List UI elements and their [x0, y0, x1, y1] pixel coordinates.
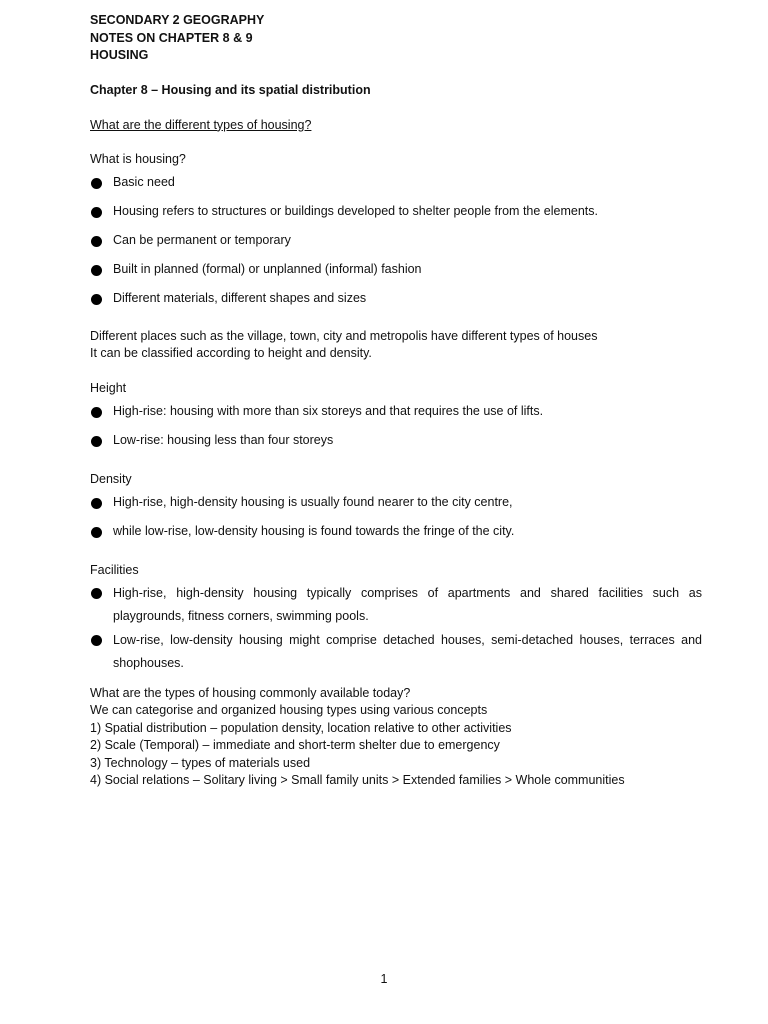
list-item-text: Built in planned (formal) or unplanned (informal) fashion: [113, 261, 422, 276]
bullet-icon: [91, 588, 102, 599]
header-subject: SECONDARY 2 GEOGRAPHY: [90, 13, 265, 27]
what-is-housing-list: [90, 174, 702, 307]
intro-paragraph: [90, 328, 702, 363]
document-page: [90, 12, 702, 790]
list-item: [90, 494, 702, 511]
housing-types-line: 3) Technology – types of materials used: [90, 755, 311, 770]
housing-types-line: 2) Scale (Temporal) – immediate and short-term shelter due to emergency: [90, 738, 500, 752]
housing-types-line: What are the types of housing commonly available today?: [90, 685, 411, 700]
facilities-list: [90, 582, 702, 675]
bullet-icon: [91, 265, 102, 276]
question-heading: What are the different types of housing?: [90, 117, 312, 132]
bullet-icon: [91, 236, 102, 247]
intro-line: It can be classified according to height and density.: [90, 346, 372, 360]
section-label-what-is-housing: What is housing?: [90, 151, 186, 166]
list-item-text: High-rise, high-density housing typically comprises of apartments and shared facilities such as playgrounds, fitness corners, swimming pools.: [113, 585, 702, 623]
height-list: [90, 403, 702, 449]
section-label-density: Density: [90, 471, 132, 486]
list-item: [90, 232, 702, 249]
height-section: [90, 380, 702, 449]
facilities-section: [90, 562, 702, 675]
list-item-text: Low-rise: housing less than four storeys: [113, 432, 334, 447]
list-item: [90, 290, 702, 307]
list-item: [90, 261, 702, 278]
list-item: [90, 432, 702, 449]
density-list: [90, 494, 702, 540]
housing-types-paragraph: [90, 685, 702, 790]
list-item: [90, 523, 702, 540]
bullet-icon: [91, 407, 102, 418]
list-item-text: Can be permanent or temporary: [113, 232, 291, 247]
housing-types-line: We can categorise and organized housing types using various concepts: [90, 703, 488, 717]
housing-types-line: 4) Social relations – Solitary living > Small family units > Extended families > Whole communities: [90, 773, 625, 787]
section-label-facilities: Facilities: [90, 562, 139, 577]
housing-types-line: 1) Spatial distribution – population density, location relative to other activities: [90, 720, 512, 735]
density-section: [90, 471, 702, 540]
bullet-icon: [91, 436, 102, 447]
bullet-icon: [91, 635, 102, 646]
section-label-height: Height: [90, 380, 127, 395]
bullet-icon: [91, 178, 102, 189]
list-item-text: while low-rise, low-density housing is found towards the fringe of the city.: [113, 523, 515, 538]
list-item: [90, 203, 702, 220]
chapter-title: Chapter 8 – Housing and its spatial distribution: [90, 82, 371, 97]
list-item-text: Basic need: [113, 174, 175, 189]
bullet-icon: [91, 527, 102, 538]
intro-line: Different places such as the village, town, city and metropolis have different types of houses: [90, 328, 598, 343]
list-item-text: High-rise, high-density housing is usually found nearer to the city centre,: [113, 494, 513, 509]
list-item: [90, 174, 702, 191]
list-item-text: Low-rise, low-density housing might comprise detached houses, semi-detached houses, terraces and shophouses.: [113, 632, 702, 670]
list-item-text: High-rise: housing with more than six storeys and that requires the use of lifts.: [113, 403, 544, 418]
header-chapters: NOTES ON CHAPTER 8 & 9: [90, 30, 253, 45]
list-item-text: Housing refers to structures or buildings developed to shelter people from the elements.: [113, 203, 598, 218]
list-item: [90, 403, 702, 420]
list-item: [90, 629, 702, 675]
page-number: 1: [380, 972, 388, 986]
document-header: [90, 12, 702, 65]
header-topic: HOUSING: [90, 48, 149, 62]
bullet-icon: [91, 294, 102, 305]
list-item-text: Different materials, different shapes and sizes: [113, 290, 367, 305]
list-item: [90, 582, 702, 628]
bullet-icon: [91, 207, 102, 218]
bullet-icon: [91, 498, 102, 509]
what-is-housing-section: [90, 151, 702, 307]
